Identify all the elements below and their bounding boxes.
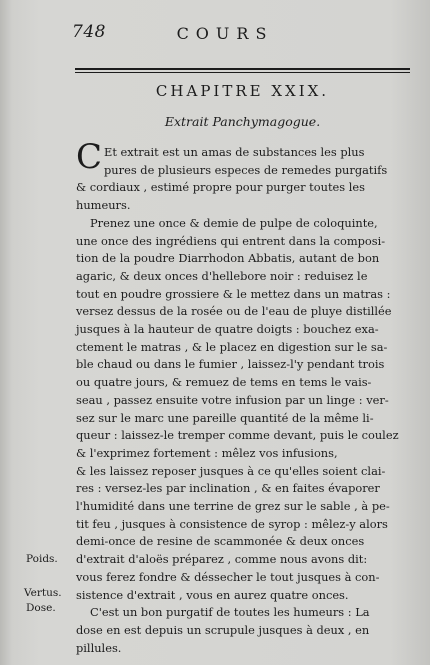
text-line: res : versez-les par inclination , & en faites évaporer — [76, 481, 380, 496]
chapter-title: CHAPITRE XXIX. — [155, 82, 330, 100]
section-title: Extrait Panchymagogue. — [164, 114, 321, 129]
text-line: humeurs. — [76, 198, 131, 213]
body-text — [76, 144, 416, 657]
margin-note-vertus: Vertus. — [24, 587, 62, 599]
text-line: versez dessus de la rosée ou de l'eau de pluye distillée — [76, 304, 392, 319]
text-line: jusques à la hauteur de quatre doigts : bouchez exa- — [76, 322, 379, 337]
text-line: d'extrait d'aloës préparez , comme nous avons dit: — [76, 552, 368, 567]
text-line: & les laissez reposer jusques à ce qu'elles soient clai- — [76, 463, 386, 478]
text-line: sez sur le marc une pareille quantité de la même li- — [76, 410, 374, 425]
text-line: sistence d'extrait , vous en aurez quatre onces. — [76, 587, 349, 602]
text-line: Prenez une once & demie de pulpe de coloquinte, — [90, 215, 378, 230]
text-line: l'humidité dans une terrine de grez sur le sable , à pe- — [76, 499, 390, 514]
text-line: tout en poudre grossiere & le mettez dans un matras : — [76, 286, 391, 301]
text-line: tion de la poudre Diarrhodon Abbatis, autant de bon — [76, 251, 380, 266]
text-line: & cordiaux , estimé propre pour purger toutes les — [76, 180, 365, 195]
text-line: tit feu , jusques à consistence de syrop : mêlez-y alors — [76, 516, 388, 531]
text-line: Et extrait est un amas de substances les plus — [104, 145, 365, 159]
text-line: queur : laissez-le tremper comme devant, puis le coulez — [76, 428, 399, 443]
text-line: ou quatre jours, & remuez de tems en tems le vais- — [76, 375, 372, 390]
text-line: demi-once de resine de scammonée & deux onces — [76, 534, 365, 549]
text-line: vous ferez fondre & déssecher le tout jusques à con- — [76, 569, 380, 584]
margin-note-poids: Poids. — [26, 553, 58, 565]
header-rule-thin — [75, 72, 410, 73]
header-rule — [75, 68, 410, 70]
text-line: & l'exprimez fortement : mêlez vos infusions, — [76, 445, 338, 460]
text-line: ble chaud ou dans le fumier , laissez-l'y pendant trois — [76, 357, 385, 372]
text-line: agaric, & deux onces d'hellebore noir : reduisez le — [76, 268, 368, 283]
text-line: dose en est depuis un scrupule jusques à deux , en — [76, 622, 370, 637]
text-line: ctement le matras , & le placez en digestion sur le sa- — [76, 339, 388, 354]
text-line: une once des ingrédiens qui entrent dans la composi- — [76, 233, 386, 248]
drop-cap: C — [76, 137, 103, 177]
text-line: C'est un bon purgatif de toutes les humeurs : La — [90, 605, 370, 620]
margin-note-dose: Dose. — [26, 602, 56, 614]
text-line: pures de plusieurs especes de remedes purgatifs — [104, 162, 388, 177]
text-line: seau , passez ensuite votre infusion par un linge : ver- — [76, 392, 389, 407]
running-title: COURS — [176, 24, 274, 43]
text-line: pillules. — [76, 640, 122, 655]
page-number: 748 — [72, 22, 106, 42]
